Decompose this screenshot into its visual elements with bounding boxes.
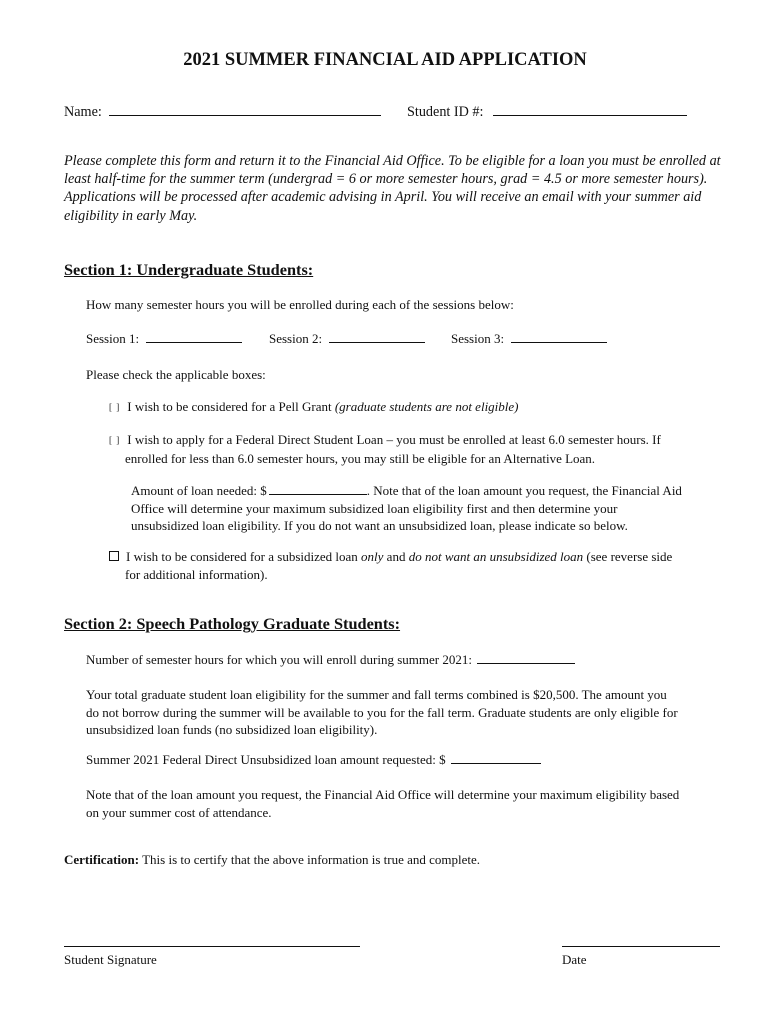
name-field[interactable] — [109, 115, 381, 116]
subsidized-checkbox[interactable] — [109, 551, 119, 561]
session2-row — [269, 331, 425, 347]
name-label: Name: — [64, 104, 102, 120]
pell-text: I wish to be considered for a Pell Grant — [127, 399, 332, 414]
sub-no-unsub: do not want an unsubsidized loan — [408, 549, 584, 564]
amount-note-2: Office will determine your maximum subsidized loan eligibility first and then determine your — [131, 500, 618, 516]
grad-hours-row — [86, 652, 575, 668]
session1-label: Session 1: — [86, 331, 140, 346]
eligibility-line-2: do not borrow during the summer will be available to you for the fall term. Graduate students are only eligible for — [86, 704, 678, 720]
sub-and: and — [386, 549, 406, 564]
eligibility-paragraph — [86, 686, 736, 739]
name-row — [64, 104, 381, 121]
certification-text: This is to certify that the above information is true and complete. — [142, 852, 481, 867]
grad-amount-row — [86, 752, 541, 768]
hours-prompt: How many semester hours you will be enrolled during each of the sessions below: — [86, 297, 514, 312]
loan-amount-field[interactable] — [269, 494, 367, 495]
date-label: Date — [562, 952, 587, 967]
signature-label: Student Signature — [64, 952, 157, 967]
session3-row — [451, 331, 607, 347]
loan-text-2: enrolled for less than 6.0 semester hours, you may still be eligible for an Alternative Loan. — [125, 450, 596, 466]
grad-hours-label: Number of semester hours for which you will enroll during summer 2021: — [86, 652, 472, 667]
grad-note-2: on your summer cost of attendance. — [86, 804, 272, 820]
loan-checkbox[interactable]: [ ] — [109, 435, 121, 445]
grad-amount-field[interactable] — [451, 763, 541, 764]
eligibility-line-3: unsubsidized loan funds (no subsidized loan eligibility). — [86, 722, 378, 737]
amount-note-1: . Note that of the loan amount you request, the Financial Aid — [366, 483, 682, 498]
session1-field[interactable] — [146, 342, 242, 343]
student-id-label: Student ID #: — [407, 104, 484, 120]
section1-heading: Section 1: Undergraduate Students: — [64, 260, 314, 279]
loan-amount-block — [131, 482, 731, 535]
grad-amount-label: Summer 2021 Federal Direct Unsubsidized loan amount requested: $ — [86, 752, 446, 767]
check-prompt: Please check the applicable boxes: — [86, 367, 266, 382]
loan-text-1: I wish to apply for a Federal Direct Student Loan – you must be enrolled at least 6.0 semester hours. If — [127, 432, 661, 447]
session3-label: Session 3: — [451, 331, 505, 346]
certification — [64, 852, 480, 868]
sub-text-c: for additional information). — [125, 566, 268, 582]
grad-note-1: Note that of the loan amount you request, the Financial Aid Office will determine your maximum eligibility based — [86, 787, 680, 802]
session1-row — [86, 331, 242, 347]
page-title: 2021 SUMMER FINANCIAL AID APPLICATION — [183, 50, 587, 70]
sub-text-b: (see reverse side — [586, 549, 673, 564]
eligibility-line-1: Your total graduate student loan eligibility for the summer and fall terms combined is $20,500. The amount you — [86, 687, 667, 702]
amount-note-3: unsubsidized loan eligibility. If you do not want an unsubsidized loan, please indicate so below. — [131, 518, 628, 533]
loan-option — [109, 431, 729, 467]
instructions: Please complete this form and return it to the Financial Aid Office. To be eligible for a loan you must be enrolled at least half-time for the summer term (undergrad = 6 or more semester hours, grad = 4.5 or more semester hours). Applications will be processed after academic advising in April. You will receive an email with your summer aid eligibility in early May. — [64, 153, 721, 224]
pell-note: (graduate students are not eligible) — [334, 399, 519, 414]
pell-checkbox[interactable]: [ ] — [109, 402, 121, 412]
certification-label: Certification: — [64, 852, 140, 867]
pell-option — [109, 399, 519, 415]
student-id-row — [407, 104, 687, 121]
grad-hours-field[interactable] — [477, 663, 575, 664]
sub-only: only — [361, 549, 384, 564]
signature-line[interactable] — [64, 946, 360, 947]
amount-label: Amount of loan needed: $ — [131, 483, 267, 498]
date-line[interactable] — [562, 946, 720, 947]
section2-heading: Section 2: Speech Pathology Graduate Students: — [64, 614, 401, 633]
session2-label: Session 2: — [269, 331, 323, 346]
grad-note — [86, 786, 736, 821]
sub-text-a: I wish to be considered for a subsidized loan — [126, 549, 358, 564]
session3-field[interactable] — [511, 342, 607, 343]
session2-field[interactable] — [329, 342, 425, 343]
student-id-field[interactable] — [493, 115, 687, 116]
subsidized-option — [109, 548, 729, 583]
